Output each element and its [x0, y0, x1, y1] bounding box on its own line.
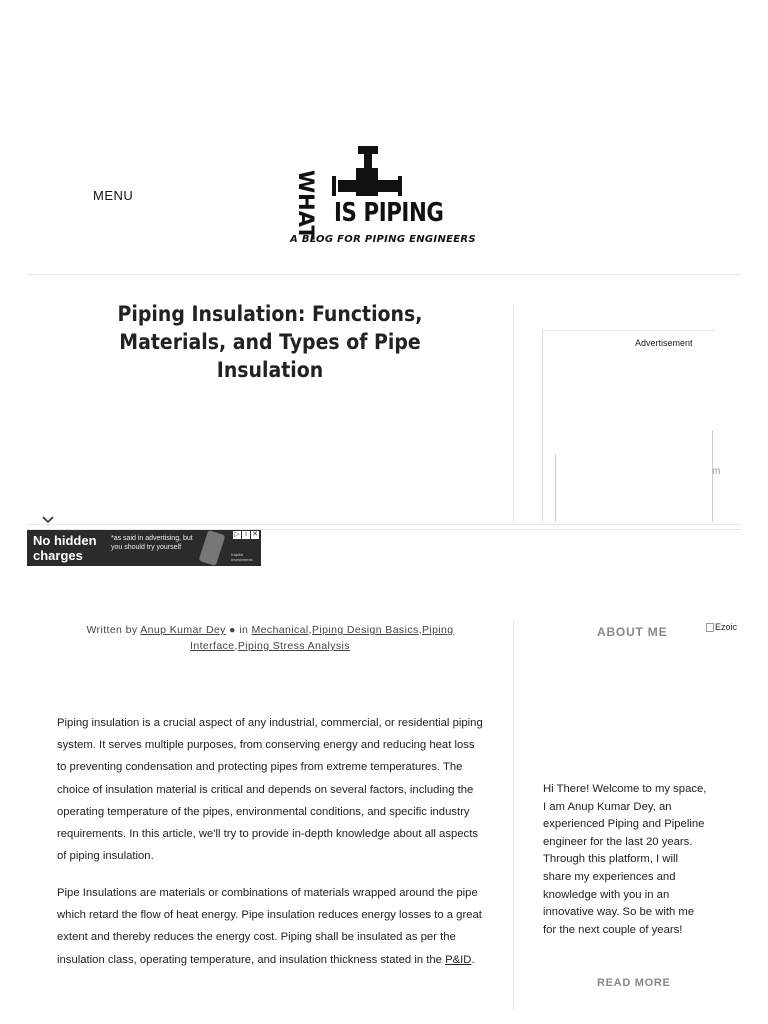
ad-banner[interactable]: [27, 530, 261, 566]
broken-image-icon: [706, 623, 714, 632]
ad-label: Advertisement: [635, 338, 693, 348]
author-link[interactable]: Anup Kumar Dey: [140, 624, 226, 636]
byline: Written by Anup Kumar Dey ● in Mechanical,Piping Design Basics,Piping Interface,Piping Stress Analysis: [86, 624, 454, 652]
article-paragraph: [57, 882, 487, 971]
section-divider: [27, 524, 741, 525]
ezoic-alt-text: Ezoic: [715, 622, 738, 632]
header-divider: [27, 274, 741, 275]
category-link[interactable]: Mechanical: [251, 624, 309, 636]
pipe-logo-icon: [332, 146, 406, 198]
ad-divider: [555, 454, 556, 522]
page-title: Piping Insulation: Functions, Materials, and Types of Pipe Insulation: [117, 302, 423, 382]
about-heading: ABOUT ME: [597, 625, 668, 639]
logo-title-text: IS PIPING: [334, 198, 444, 228]
paragraph-text: Pipe Insulations are materials or combinations of materials wrapped around the pipe which retard the flow of heat energy. Pipe insulation reduces energy losses to a great extent and thereby reduces the energy cost. Piping shall be insulated as per the insulation class, operating temperature, and insulation thickness stated in the: [57, 887, 482, 966]
category-link[interactable]: Piping Interface: [190, 624, 454, 652]
about-text: Hi There! Welcome to my space, I am Anup Kumar Dey, an experienced Piping and Pipeline engineer for the last 20 years. Through this platform, I will share my experiences and knowledge with you in an innovative way. So be with me for the next couple of years!: [543, 783, 707, 936]
pid-link[interactable]: P&ID: [445, 953, 472, 966]
byline-prefix: Written by: [86, 624, 138, 636]
menu-button[interactable]: MENU: [93, 188, 134, 203]
paragraph-end: .: [471, 953, 475, 966]
ezoic-badge[interactable]: [706, 622, 737, 632]
info-icon[interactable]: i: [242, 531, 250, 539]
ad-choices-icon[interactable]: ▷: [234, 531, 240, 538]
site-logo[interactable]: [286, 140, 476, 252]
close-icon[interactable]: ✕: [252, 531, 258, 538]
ad-fragment-text: m: [712, 466, 721, 477]
ad-brand: Kapital Investments: [231, 552, 253, 562]
article-paragraph: Piping insulation is a crucial aspect of any industrial, commercial, or residential piping system. It serves multiple purposes, from conserving energy and reducing heat loss to preventing condensation and protecting pipes from extreme temperatures. The choice of insulation material is critical and depends on several factors, including the operating temperature of the pipes, environmental conditions, and specific industry requirements. In this article, we'll try to provide in-depth knowledge about all aspects of piping insulation.: [57, 717, 483, 863]
logo-what-text: WHAT: [294, 170, 318, 240]
phone-image: [198, 530, 225, 566]
ad-headline: No hidden charges: [33, 533, 97, 563]
column-divider: [513, 305, 514, 525]
ad-fine-print: *as said in advertising, but you should try yourself: [111, 535, 193, 551]
sidebar-ad-frame[interactable]: [542, 330, 715, 523]
category-link[interactable]: Piping Stress Analysis: [237, 640, 350, 652]
read-more-link[interactable]: READ MORE: [597, 977, 671, 989]
byline-separator: ● in: [229, 624, 249, 636]
chevron-down-icon[interactable]: [41, 512, 55, 530]
column-divider: [513, 620, 514, 1010]
category-link[interactable]: Piping Design Basics: [311, 624, 419, 636]
logo-tagline: A BLOG FOR PIPING ENGINEERS: [290, 234, 476, 245]
